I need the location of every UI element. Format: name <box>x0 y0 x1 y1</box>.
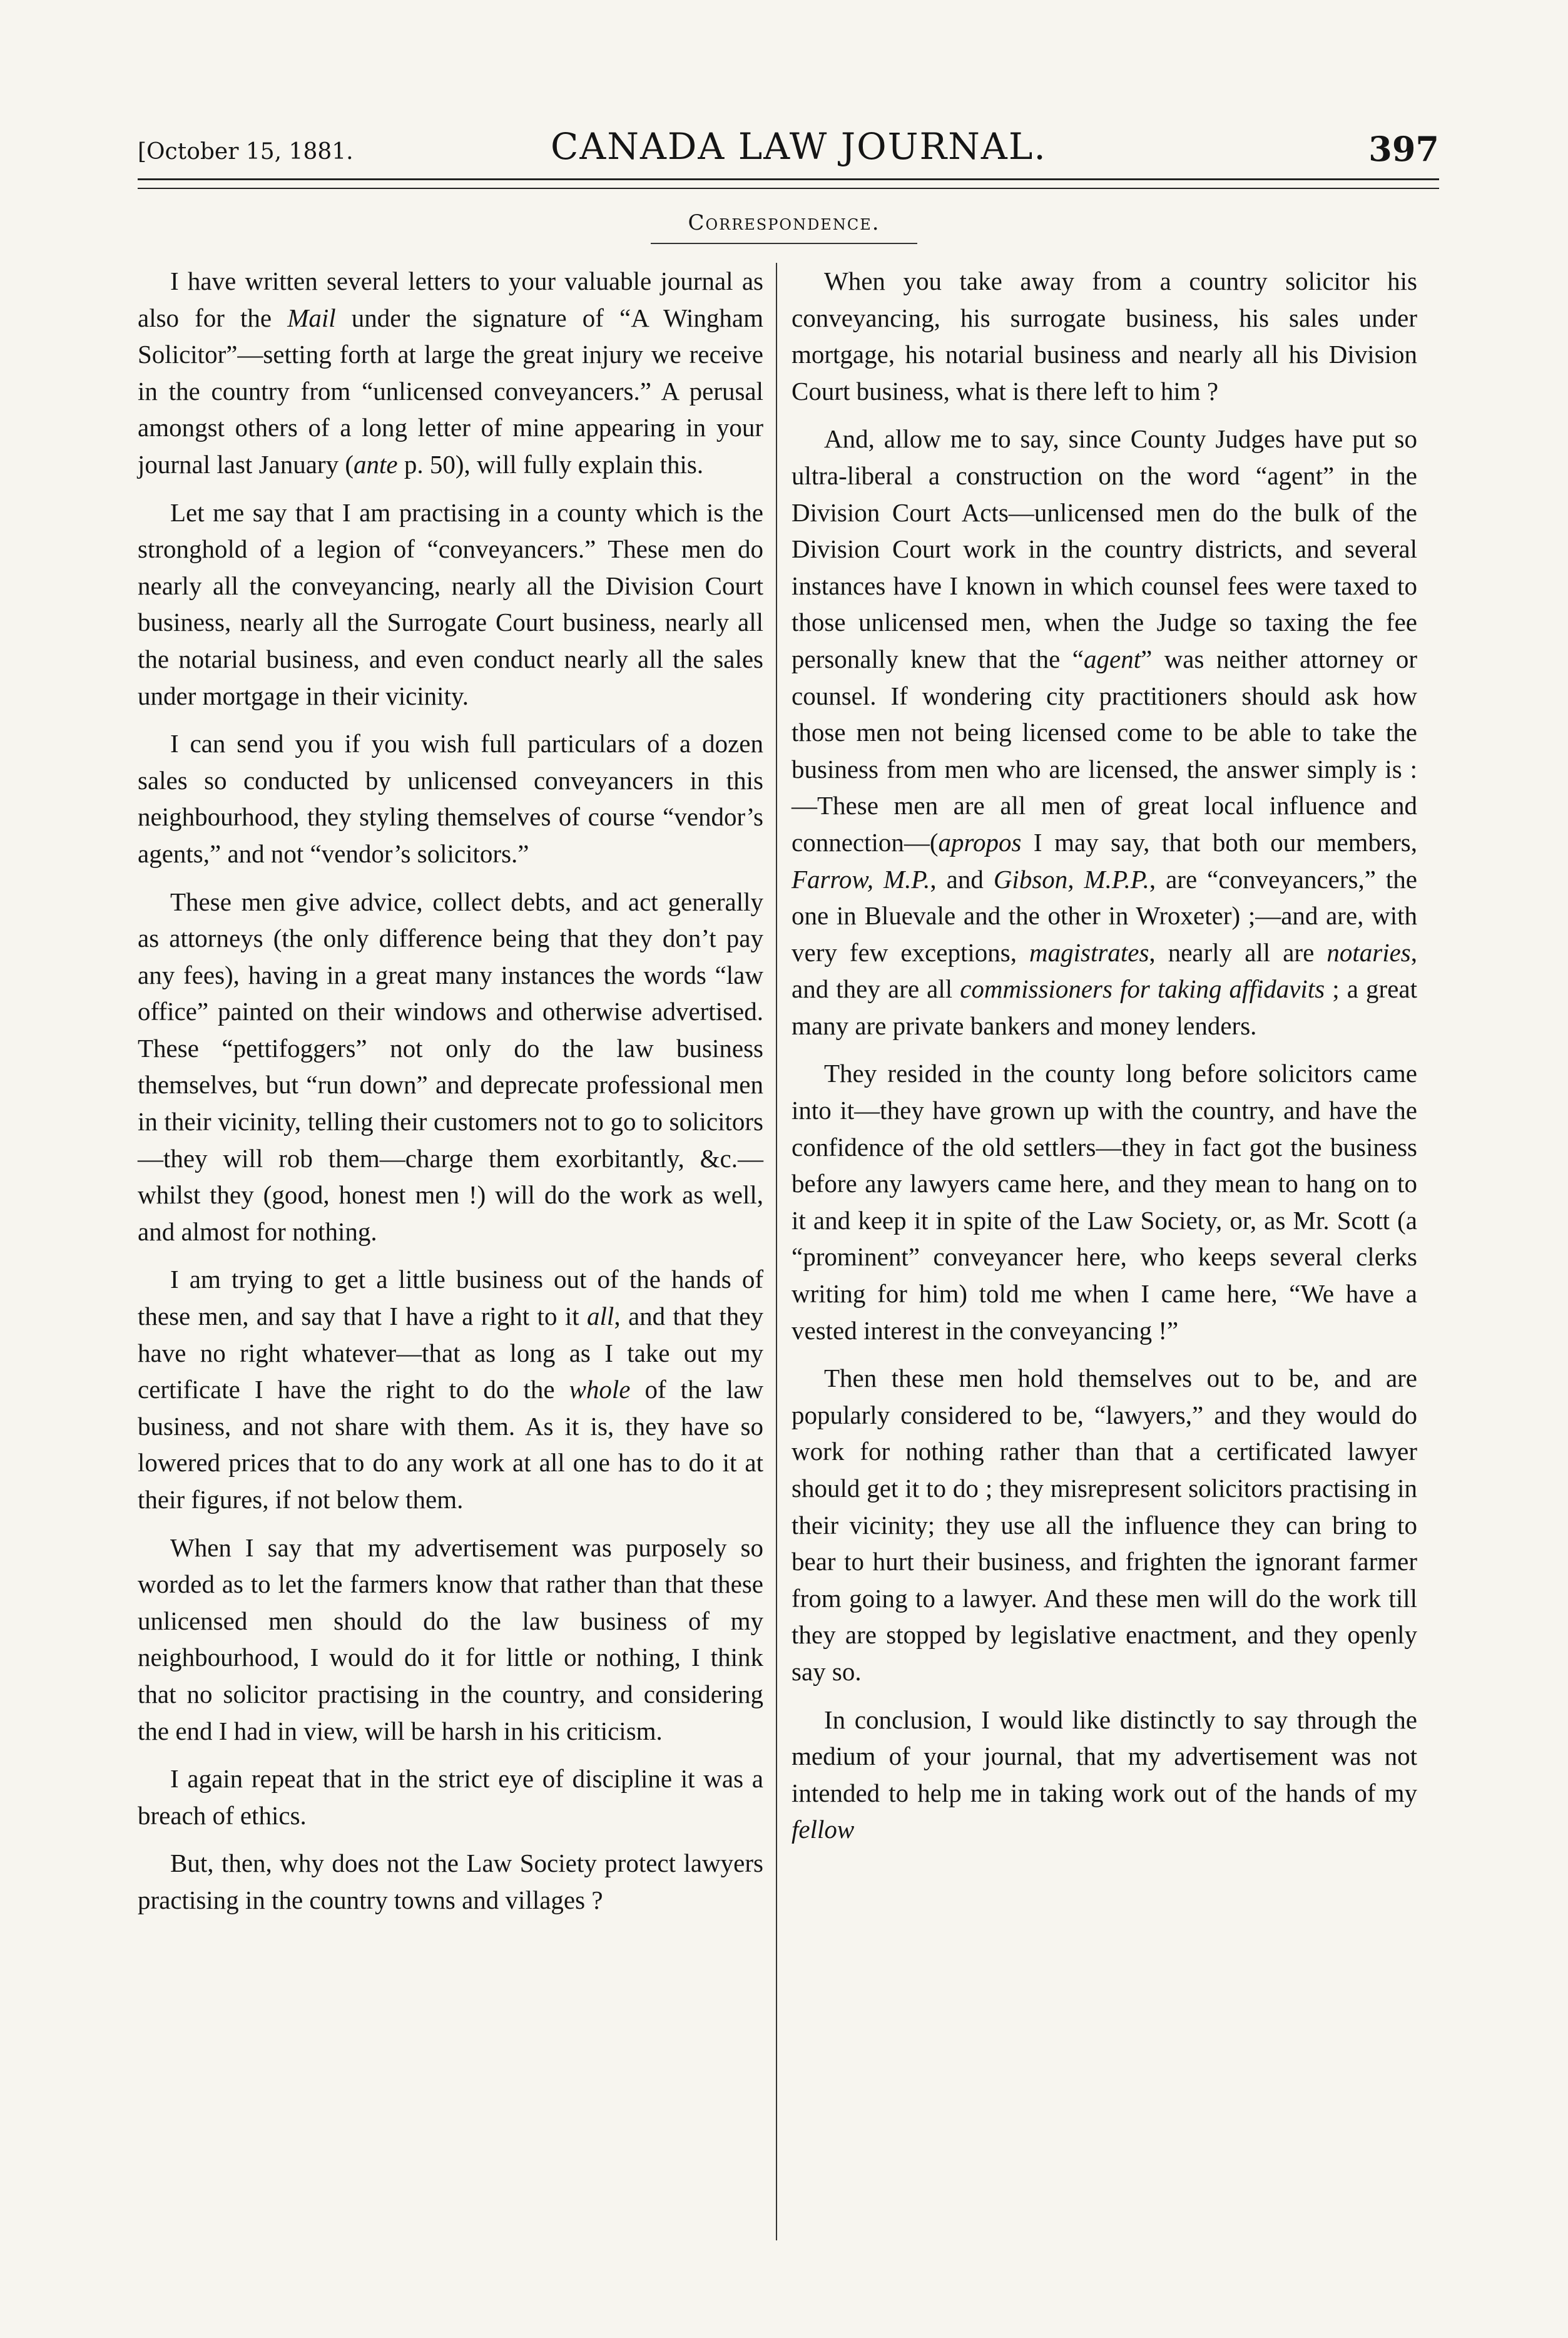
paragraph: Then these men hold themselves out to be, and are popularly considered to be, “lawyers,” and they would do work for nothing rather than that a certificated lawyer should get it to do ; they misrepresent solicitors practising in their vicinity; they use all the influence they can bring to bear to hurt their business, and frighten the ignorant farmer from going to a lawyer. And these men will do the work till they are stopped by legislative enactment, and they openly say so. <box>792 1364 1417 1686</box>
paragraph: But, then, why does not the Law Society protect lawyers practising in the country towns and villages ? <box>138 1849 763 1914</box>
paragraph: They resided in the county long before solicitors came into it—they have grown up with the country, and have the confidence of the old settlers—they in fact got the business before any lawyers came here, and they mean to hang on to it and keep it in spite of the Law Society, or, as Mr. Scott (a “prominent” conveyancer here, who keeps several clerks writing for him) told me when I came here, “We have a vested interest in the conveyancing !” <box>792 1059 1417 1345</box>
paragraph: When you take away from a country solicitor his conveyancing, his surrogate business, his sales under mortgage, his notarial business and nearly all his Division Court business, what is there left to him ? <box>792 267 1417 406</box>
journal-title: CANADA LAW JOURNAL. <box>551 125 1047 168</box>
paragraph: In conclusion, I would like distinctly to say through the medium of your journal, that my advertisement was not intended to help me in taking work out of the hands of my fellow <box>792 1705 1417 1844</box>
header-rule-thin <box>138 188 1439 189</box>
header-rule <box>138 178 1439 180</box>
paragraph: I again repeat that in the strict eye of discipline it was a breach of ethics. <box>138 1764 763 1830</box>
column-divider <box>776 263 777 2240</box>
section-heading: Correspondence. <box>688 210 880 235</box>
paragraph: I can send you if you wish full particulars of a dozen sales so conducted by unlicensed conveyancers in this neighbourhood, they styling themselves of course “vendor’s agents,” and not “vendor’s solicitors.” <box>138 729 763 868</box>
paragraph: When I say that my advertisement was purposely so worded as to let the farmers know that rather than that these unlicensed men should do the law business of my neighbourhood, I would do it for little or nothing, I think that no solicitor practising in the country, and considering the end I had in view, will be harsh in his criticism. <box>138 1533 763 1745</box>
paragraph: These men give advice, collect debts, and act generally as attorneys (the only difference being that they don’t pay any fees), having in a great many instances the words “law office” painted on their windows and otherwise advertised. These “pettifoggers” not only do the law business themselves, but “run down” and deprecate professional men in their vicinity, telling their customers not to go to solicitors—they will rob them—charge them exorbitantly, &c.—whilst they (good, honest men !) will do the work as well, and almost for nothing. <box>138 887 763 1246</box>
page-number: 397 <box>1368 129 1439 169</box>
left-column <box>138 263 763 1930</box>
paragraph: I am trying to get a little business out of the hands of these men, and say that I have a right to it all, and that they have no right whatever—that as long as I take out my certificate I have the right to do the whole of the law business, and not share with them. As it is, they have so lowered prices that to do any work at all one has to do it at their figures, if not below them. <box>138 1265 763 1514</box>
issue-date: [October 15, 1881. <box>138 139 354 165</box>
paragraph: Let me say that I am practising in a county which is the stronghold of a legion of “conveyancers.” These men do nearly all the conveyancing, nearly all the Division Court business, nearly all the Surrogate Court business, nearly all the notarial business, and even conduct nearly all the sales under mortgage in their vicinity. <box>138 498 763 710</box>
running-header <box>138 125 1439 169</box>
right-column <box>792 263 1417 1859</box>
section-rule <box>651 243 917 244</box>
paragraph: And, allow me to say, since County Judges have put so ultra-liberal a construction on the word “agent” in the Division Court Acts—unlicensed men do the bulk of the Division Court work in the country districts, and several instances have I known in which counsel fees were taxed to those unlicensed men, when the Judge so taxing the fee personally knew that the “agent” was neither attorney or counsel. If wondering city practitioners should ask how those men not being licensed come to be able to take the business from men who are licensed, the answer simply is :—These men are all men of great local influence and connection—(apropos I may say, that both our members, Farrow, M.P., and Gibson, M.P.P., are “conveyancers,” the one in Bluevale and the other in Wroxeter) ;—and are, with very few exceptions, magistrates, nearly all are notaries, and they are all commissioners for taking affidavits ; a great many are private bankers and money lenders. <box>792 424 1417 1040</box>
paragraph: I have written several letters to your valuable journal as also for the Mail under the signature of “A Wingham Solicitor”—setting forth at large the great injury we receive in the country from “unlicensed conveyancers.” A perusal amongst others of a long letter of mine appearing in your journal last January (ante p. 50), will fully explain this. <box>138 267 763 479</box>
